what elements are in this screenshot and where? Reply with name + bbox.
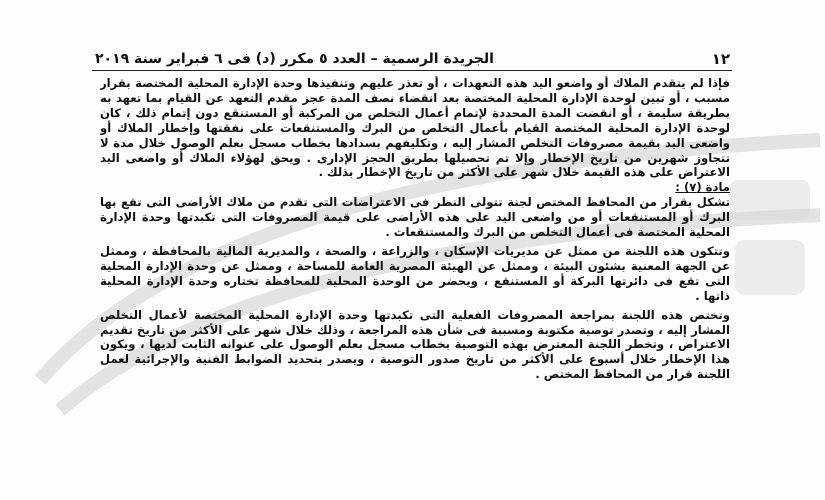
body-paragraph: وتختص هذه اللجنة بمراجعة المصروفات الفعلية التى تكبدتها وحدة الإدارة المحلية المختصة لأعمال التخلص المشار إليه ، وتصدر توصية مكتوبة ومسببة فى شأن هذه المراجعة ، وذلك خلال شهر على الأكثر من تاريخ تقديم الاعتراض ، وتخطر اللجنة المعترض بهذه التوصية بخطاب مسجل بعلم الوصول على عنوانه الثابت لديها ، ويكون هذا الإخطار خلال أسبوع على الأكثر من تاريخ صدور التوصية ، ويصدر بتحديد الضوابط الفنية والإجرائية لعمل اللجنة قرار من المحافظ المختص . — [100, 307, 730, 382]
header-divider — [92, 70, 732, 71]
article-heading: مادة (٧) : — [675, 180, 730, 195]
body-paragraph: تشكل بقرار من المحافظ المختص لجنة تتولى النظر فى الاعتراضات التى تقدم من ملاك الأراضى التى تقع بها البرك أو المستنقعات أو من واضعى اليد على هذه الأراضى على قيمة المصروفات التى تكبدتها وحدة الإدارة المحلية المختصة فى أعمال التخلص من البرك والمستنقعات . — [100, 195, 730, 240]
document-body — [100, 76, 730, 486]
page-header — [95, 48, 730, 70]
page-number: ١٢ — [711, 50, 730, 68]
body-paragraph: فإذا لم يتقدم الملاك أو واضعو اليد هذه التعهدات ، أو تعذر عليهم وتنفيذها وحدة الإدارة المحلية المختصة بقرار مسبب ، أو تبين لوحدة الإدارة المحلية المختصة بعد انقضاء نصف المدة عجز مقدم التعهد عن القيام بما تعهد به بطريقة سليمة ، أو انقضت المدة المحددة لإتمام أعمال التخلص من المركبة أو المستنقع دون إتمام ذلك ، كان لوحدة الإدارة المحلية المختصة القيام بأعمال التخلص من البرك والمستنقعات على نفقتها وإخطار الملاك أو واضعى اليد بقيمة مصروفات التخلص المشار إليه ، وتكليفهم بسدادها بخطاب مسجل بعلم الوصول خلال مدة لا تتجاوز شهرين من تاريخ الإخطار وإلا تم تحصيلها بطريق الحجز الإدارى . ويحق لهؤلاء الملاك أو واضعى اليد الاعتراض على هذه القيمة خلال شهر على الأكثر من تاريخ الإخطار بذلك . — [100, 76, 730, 180]
body-paragraph: وتتكون هذه اللجنة من ممثل عن مديريات الإسكان ، والزراعة ، والصحة ، والمديرية المالية بالمحافظة ، وممثل عن الجهة المعنية بشئون البيئة ، وممثل عن الهيئة المصرية العامة للمساحة ، وممثل عن وحدة الإدارة المحلية التى تقع فى دائرتها البركة أو المستنقع ، ويحضر من الوحدة المحلية للمحافظة تختاره وحدة الإدارة المحلية ذاتها . — [100, 243, 730, 303]
gazette-title: الجريدة الرسمية – العدد ٥ مكرر (د) فى ٦ فبراير سنة ٢٠١٩ — [95, 51, 494, 67]
